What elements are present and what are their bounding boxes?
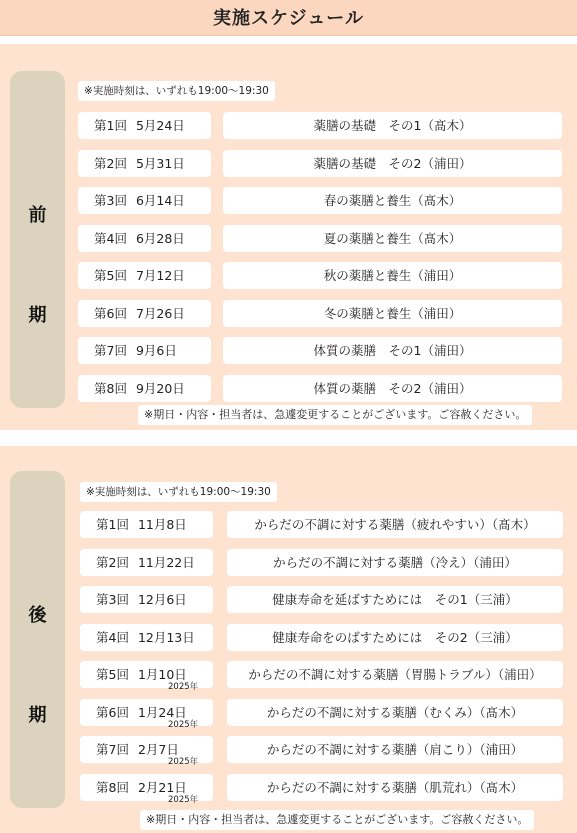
session-date-box <box>80 511 213 538</box>
first-half-section <box>0 44 577 430</box>
header-bar <box>0 0 577 36</box>
session-title-box: 冬の薬膳と養生（浦田） <box>223 300 562 327</box>
session-title-box: 健康寿命をのばすためには その2（三浦） <box>227 624 563 651</box>
session-date-box <box>78 375 211 402</box>
session-date: 5月31日 <box>135 155 185 171</box>
session-number: 第6回 <box>94 305 127 321</box>
session-date: 9月20日 <box>135 380 185 396</box>
second-half-change-note: ※期日・内容・担当者は、急遽変更することがございます。ご容赦ください。 <box>140 810 534 830</box>
session-title-box: 薬膳の基礎 その1（髙木） <box>223 112 562 139</box>
session-date: 7月26日 <box>135 305 185 321</box>
session-date: 5月24日 <box>135 118 185 133</box>
session-title-box: 体質の薬膳 その1（浦田） <box>223 337 562 364</box>
divider <box>0 36 577 44</box>
session-year: 2025年 <box>168 794 199 805</box>
session-date-box <box>80 549 213 576</box>
session-date-box <box>80 586 213 613</box>
session-title-box: 体質の薬膳 その2（浦田） <box>223 375 562 402</box>
first-half-change-note: ※期日・内容・担当者は、急遽変更することがございます。ご容赦ください。 <box>138 405 532 425</box>
session-number: 第4回 <box>94 230 127 246</box>
session-year: 2025年 <box>168 682 199 692</box>
session-date: 11月22日 <box>137 554 195 570</box>
first-half-label-top: 前 <box>28 205 47 226</box>
second-half-time-note: ※実施時刻は、いずれも19:00〜19:30 <box>80 482 277 502</box>
session-number: 第3回 <box>94 193 127 208</box>
first-half-tab <box>10 71 65 408</box>
session-date-box <box>80 624 213 651</box>
session-title-box: からだの不調に対する薬膳（むくみ）（髙木） <box>227 699 563 726</box>
session-date-box <box>78 187 211 214</box>
session-year: 2025年 <box>168 757 199 767</box>
second-half-label-bottom: 期 <box>28 705 47 726</box>
session-title-box: からだの不調に対する薬膳（胃腸トラブル）（浦田） <box>227 661 563 688</box>
session-title-box: 夏の薬膳と養生（髙木） <box>223 225 562 252</box>
session-number: 第5回 <box>94 268 127 283</box>
session-number: 第1回 <box>94 118 127 133</box>
session-date: 11月8日 <box>137 517 187 532</box>
session-title-box: からだの不調に対する薬膳（疲れやすい）（髙木） <box>227 511 563 538</box>
session-title-box: 秋の薬膳と養生（浦田） <box>223 262 562 289</box>
session-number: 第7回 <box>94 343 127 358</box>
session-year: 2025年 <box>168 719 199 730</box>
session-number: 第1回 <box>96 517 129 532</box>
session-date: 6月14日 <box>135 193 185 208</box>
session-number: 第7回 <box>96 742 129 757</box>
session-number: 第4回 <box>96 629 129 645</box>
session-date: 6月28日 <box>135 230 185 246</box>
page-title: 実施スケジュール <box>213 8 364 29</box>
session-date: 12月13日 <box>137 629 195 645</box>
session-title-box: 健康寿命を延ばすためには その1（三浦） <box>227 586 563 613</box>
second-half-tab <box>10 471 65 808</box>
session-date: 2月21日 <box>137 779 187 795</box>
session-date: 7月12日 <box>135 268 185 283</box>
session-title-box: からだの不調に対する薬膳（肌荒れ）（髙木） <box>227 774 563 801</box>
second-half-section <box>0 446 577 833</box>
first-half-label-bottom: 期 <box>28 305 47 326</box>
session-number: 第2回 <box>94 155 127 171</box>
session-date-box <box>78 112 211 139</box>
session-title-box: からだの不調に対する薬膳（冷え）（浦田） <box>227 549 563 576</box>
session-date: 1月10日 <box>137 667 187 682</box>
session-title-box: 薬膳の基礎 その2（浦田） <box>223 150 562 177</box>
divider <box>0 430 577 446</box>
session-date-box <box>78 225 211 252</box>
first-half-time-note: ※実施時刻は、いずれも19:00〜19:30 <box>78 81 275 101</box>
session-date-box <box>78 150 211 177</box>
session-number: 第8回 <box>96 779 129 795</box>
session-date-box <box>78 262 211 289</box>
session-number: 第2回 <box>96 554 129 570</box>
session-date: 9月6日 <box>135 343 177 358</box>
session-date-box <box>78 300 211 327</box>
session-date-box <box>78 337 211 364</box>
session-number: 第8回 <box>94 380 127 396</box>
session-date: 1月24日 <box>137 704 187 720</box>
session-title-box: からだの不調に対する薬膳（肩こり）（浦田） <box>227 736 563 763</box>
session-number: 第6回 <box>96 704 129 720</box>
session-number: 第5回 <box>96 667 129 682</box>
second-half-label-top: 後 <box>28 605 47 626</box>
session-number: 第3回 <box>96 592 129 607</box>
session-title-box: 春の薬膳と養生（髙木） <box>223 187 562 214</box>
session-date: 12月6日 <box>137 592 187 607</box>
session-date: 2月7日 <box>137 742 179 757</box>
